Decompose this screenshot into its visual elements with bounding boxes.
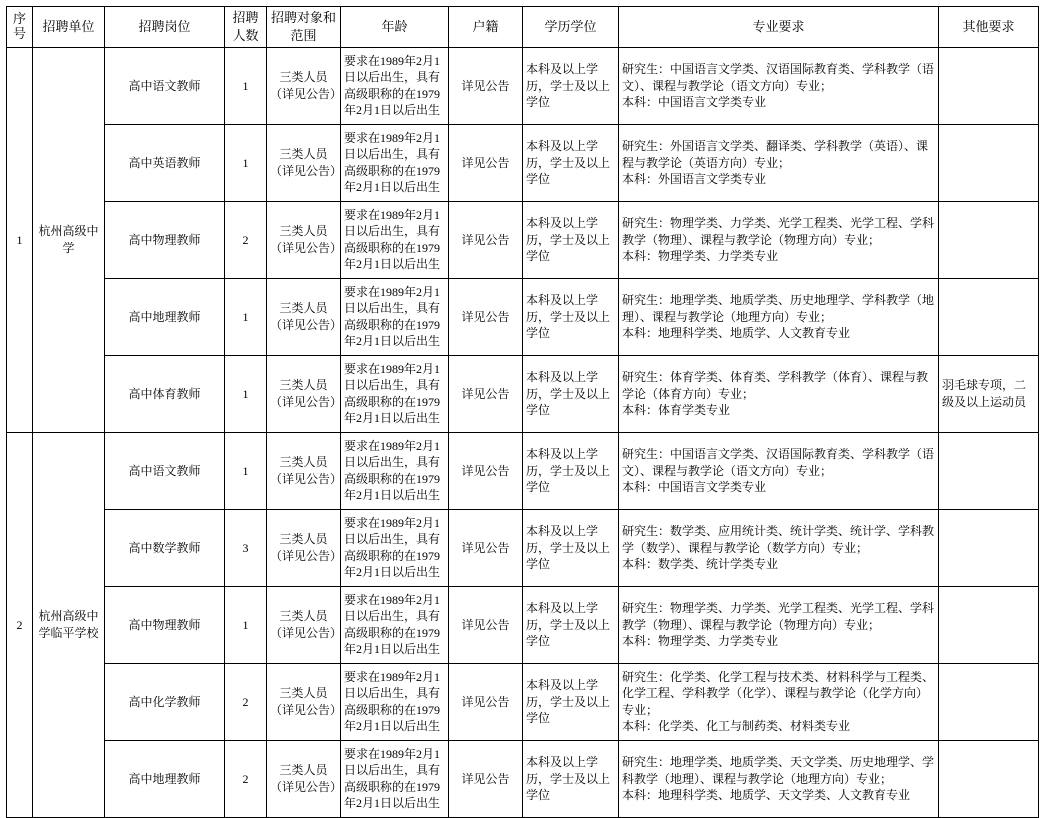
cell-major: 研究生：体育学类、体育类、学科教学（体育）、课程与教学论（体育方向）专业； 本科：体育学类专业 (619, 355, 939, 432)
cell-age: 要求在1989年2月1日以后出生，具有高级职称的在1979年2月1日以后出生 (341, 509, 449, 586)
cell-major: 研究生：中国语言文学类、汉语国际教育类、学科教学（语文）、课程与教学论（语文方向）专业； 本科：中国语言文学类专业 (619, 432, 939, 509)
cell-other: 羽毛球专项，二级及以上运动员 (939, 355, 1039, 432)
cell-sequence: 2 (7, 432, 33, 817)
cell-other (939, 432, 1039, 509)
header-unit: 招聘单位 (33, 7, 105, 48)
header-num-line-1: 招聘 (232, 10, 259, 25)
cell-hukou: 详见公告 (449, 586, 523, 663)
cell-age: 要求在1989年2月1日以后出生，具有高级职称的在1979年2月1日以后出生 (341, 355, 449, 432)
cell-age: 要求在1989年2月1日以后出生，具有高级职称的在1979年2月1日以后出生 (341, 124, 449, 201)
cell-education: 本科及以上学历，学士及以上学位 (523, 663, 619, 740)
table-body (7, 47, 1039, 817)
cell-other (939, 201, 1039, 278)
cell-headcount: 3 (225, 509, 267, 586)
cell-post: 高中地理教师 (105, 740, 225, 817)
cell-target: 三类人员（详见公告） (267, 432, 341, 509)
header-education: 学历学位 (523, 7, 619, 48)
table-row (7, 278, 1039, 355)
cell-education: 本科及以上学历，学士及以上学位 (523, 432, 619, 509)
cell-post: 高中地理教师 (105, 278, 225, 355)
cell-major: 研究生：物理学类、力学类、光学工程类、光学工程、学科教学（物理）、课程与教学论（物理方向）专业； 本科：物理学类、力学类专业 (619, 201, 939, 278)
cell-headcount: 1 (225, 278, 267, 355)
header-seq (7, 7, 33, 48)
cell-other (939, 740, 1039, 817)
header-num (225, 7, 267, 48)
cell-post: 高中数学教师 (105, 509, 225, 586)
table-row (7, 432, 1039, 509)
cell-headcount: 1 (225, 432, 267, 509)
cell-education: 本科及以上学历，学士及以上学位 (523, 586, 619, 663)
header-hukou: 户籍 (449, 7, 523, 48)
cell-headcount: 2 (225, 663, 267, 740)
cell-post: 高中物理教师 (105, 201, 225, 278)
cell-hukou: 详见公告 (449, 740, 523, 817)
cell-education: 本科及以上学历，学士及以上学位 (523, 509, 619, 586)
cell-education: 本科及以上学历，学士及以上学位 (523, 355, 619, 432)
cell-post: 高中语文教师 (105, 432, 225, 509)
cell-education: 本科及以上学历，学士及以上学位 (523, 278, 619, 355)
cell-education: 本科及以上学历，学士及以上学位 (523, 47, 619, 124)
cell-age: 要求在1989年2月1日以后出生，具有高级职称的在1979年2月1日以后出生 (341, 278, 449, 355)
cell-headcount: 1 (225, 586, 267, 663)
cell-hukou: 详见公告 (449, 509, 523, 586)
cell-post: 高中物理教师 (105, 586, 225, 663)
cell-post: 高中化学教师 (105, 663, 225, 740)
cell-education: 本科及以上学历，学士及以上学位 (523, 740, 619, 817)
cell-headcount: 2 (225, 740, 267, 817)
cell-education: 本科及以上学历，学士及以上学位 (523, 124, 619, 201)
cell-target: 三类人员（详见公告） (267, 201, 341, 278)
cell-hukou: 详见公告 (449, 201, 523, 278)
cell-target: 三类人员（详见公告） (267, 278, 341, 355)
header-target (267, 7, 341, 48)
table-row (7, 47, 1039, 124)
header-target-line-2: 范围 (290, 27, 317, 43)
cell-major: 研究生：化学类、化学工程与技术类、材料科学与工程类、化学工程、学科教学（化学）、课程与教学论（化学方向）专业； 本科：化学类、化工与制药类、材料类专业 (619, 663, 939, 740)
cell-major: 研究生：地理学类、地质学类、历史地理学、学科教学（地理）、课程与教学论（地理方向）专业； 本科：地理科学类、地质学、人文教育专业 (619, 278, 939, 355)
cell-age: 要求在1989年2月1日以后出生，具有高级职称的在1979年2月1日以后出生 (341, 740, 449, 817)
cell-target: 三类人员（详见公告） (267, 663, 341, 740)
cell-headcount: 1 (225, 47, 267, 124)
table-header-row (7, 7, 1039, 48)
cell-hukou: 详见公告 (449, 355, 523, 432)
cell-other (939, 278, 1039, 355)
table-row (7, 124, 1039, 201)
cell-other (939, 663, 1039, 740)
cell-hukou: 详见公告 (449, 47, 523, 124)
cell-other (939, 586, 1039, 663)
header-major: 专业要求 (619, 7, 939, 48)
cell-post: 高中语文教师 (105, 47, 225, 124)
cell-major: 研究生：物理学类、力学类、光学工程类、光学工程、学科教学（物理）、课程与教学论（物理方向）专业； 本科：物理学类、力学类专业 (619, 586, 939, 663)
cell-target: 三类人员（详见公告） (267, 740, 341, 817)
header-post: 招聘岗位 (105, 7, 225, 48)
table-row (7, 663, 1039, 740)
cell-target: 三类人员（详见公告） (267, 355, 341, 432)
header-seq-line-2: 号 (12, 25, 26, 41)
cell-education: 本科及以上学历，学士及以上学位 (523, 201, 619, 278)
cell-target: 三类人员（详见公告） (267, 586, 341, 663)
cell-hukou: 详见公告 (449, 663, 523, 740)
header-other: 其他要求 (939, 7, 1039, 48)
table-row (7, 509, 1039, 586)
cell-headcount: 1 (225, 355, 267, 432)
cell-headcount: 1 (225, 124, 267, 201)
cell-other (939, 47, 1039, 124)
cell-age: 要求在1989年2月1日以后出生，具有高级职称的在1979年2月1日以后出生 (341, 432, 449, 509)
cell-unit: 杭州高级中学临平学校 (33, 432, 105, 817)
cell-other (939, 509, 1039, 586)
header-target-line-1: 招聘对象和 (270, 10, 336, 25)
recruitment-table (6, 6, 1039, 818)
table-row (7, 355, 1039, 432)
cell-hukou: 详见公告 (449, 432, 523, 509)
cell-major: 研究生：地理学类、地质学类、天文学类、历史地理学、学科教学（地理）、课程与教学论（地理方向）专业； 本科：地理科学类、地质学、天文学类、人文教育专业 (619, 740, 939, 817)
cell-major: 研究生：中国语言文学类、汉语国际教育类、学科教学（语文）、课程与教学论（语文方向）专业； 本科：中国语言文学类专业 (619, 47, 939, 124)
cell-major: 研究生：外国语言文学类、翻译类、学科教学（英语）、课程与教学论（英语方向）专业； 本科：外国语言文学类专业 (619, 124, 939, 201)
table-row (7, 740, 1039, 817)
cell-hukou: 详见公告 (449, 278, 523, 355)
cell-target: 三类人员（详见公告） (267, 509, 341, 586)
cell-age: 要求在1989年2月1日以后出生，具有高级职称的在1979年2月1日以后出生 (341, 586, 449, 663)
table-row (7, 586, 1039, 663)
cell-other (939, 124, 1039, 201)
header-seq-line-1: 序 (12, 11, 26, 26)
table-header (7, 7, 1039, 48)
cell-unit: 杭州高级中学 (33, 47, 105, 432)
cell-post: 高中体育教师 (105, 355, 225, 432)
cell-sequence: 1 (7, 47, 33, 432)
cell-hukou: 详见公告 (449, 124, 523, 201)
cell-target: 三类人员（详见公告） (267, 47, 341, 124)
header-age: 年龄 (341, 7, 449, 48)
cell-age: 要求在1989年2月1日以后出生，具有高级职称的在1979年2月1日以后出生 (341, 47, 449, 124)
cell-major: 研究生：数学类、应用统计类、统计学类、统计学、学科教学（数学）、课程与教学论（数学方向）专业； 本科：数学类、统计学类专业 (619, 509, 939, 586)
cell-post: 高中英语教师 (105, 124, 225, 201)
header-num-line-2: 人数 (232, 27, 259, 43)
cell-target: 三类人员（详见公告） (267, 124, 341, 201)
cell-age: 要求在1989年2月1日以后出生，具有高级职称的在1979年2月1日以后出生 (341, 201, 449, 278)
cell-headcount: 2 (225, 201, 267, 278)
table-row (7, 201, 1039, 278)
cell-age: 要求在1989年2月1日以后出生，具有高级职称的在1979年2月1日以后出生 (341, 663, 449, 740)
